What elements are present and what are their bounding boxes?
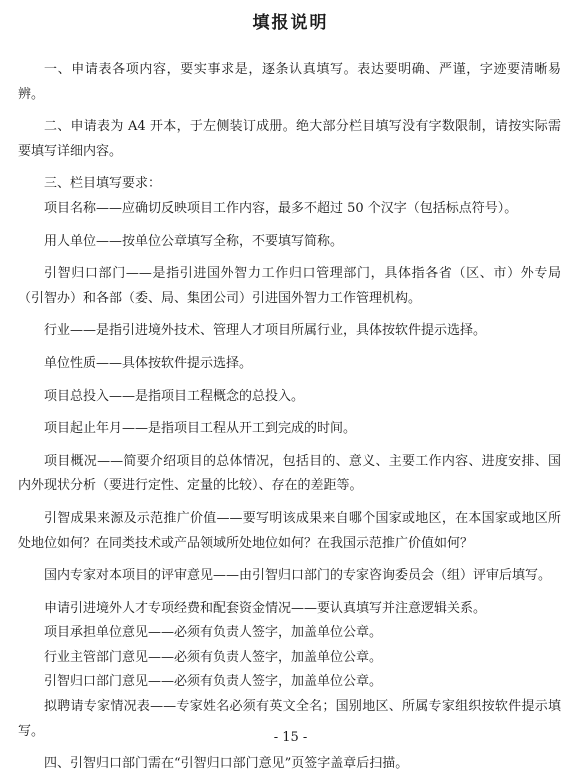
paragraph-total-investment: 项目总投入——是指项目工程概念的总投入。 [44, 388, 305, 404]
paragraph-format-requirements: 二、申请表为 A4 开本，于左侧装订成册。绝大部分栏目填写没有字数限制，请按实际需要填写详细内容。 [18, 119, 561, 159]
paragraph-funding: 申请引进境外人才专项经费和配套资金情况——要认真填写并注意逻辑关系。 [44, 600, 487, 616]
paragraph-project-period: 项目起止年月——是指项目工程从开工到完成的时间。 [44, 421, 357, 437]
paragraph-authority-department: 引智归口部门——是指引进国外智力工作归口管理部门，具体指各省（区、市）外专局（引智办）和各部（委、局、集团公司）引进国外智力工作管理机构。 [18, 266, 561, 306]
paragraph-field-requirements-heading: 三、栏目填写要求： [44, 176, 162, 192]
paragraph-expert-table: 拟聘请专家情况表——专家姓名必须有英文全名；国别地区、所属专家组织按软件提示填写。 [18, 699, 561, 739]
paragraph-project-name: 项目名称——应确切反映项目工作内容，最多不超过 50 个汉字（包括标点符号）。 [44, 200, 518, 216]
paragraph-scan-requirement: 四、引智归口部门需在“引智归口部门意见”页签字盖章后扫描。 [44, 756, 409, 772]
paragraph-authority-department-opinion: 引智归口部门意见——必须有负责人签字，加盖单位公章。 [44, 674, 383, 690]
instructions-body [18, 58, 561, 777]
page-number: - 15 - [273, 730, 308, 745]
paragraph-industry-department-opinion: 行业主管部门意见——必须有负责人签字，加盖单位公章。 [44, 649, 383, 665]
paragraph-unit-nature: 单位性质——具体按软件提示选择。 [44, 355, 253, 371]
paragraph-achievement-source: 引智成果来源及示范推广价值——要写明该成果来自哪个国家或地区，在本国家或地区所处地位如何？在同类技术或产品领域所处地位如何？在我国示范推广价值如何？ [18, 510, 561, 551]
page-title: 填报说明 [252, 13, 329, 33]
paragraph-undertaking-unit-opinion: 项目承担单位意见——必须有负责人签字，加盖单位公章。 [44, 625, 383, 641]
paragraph-expert-review: 国内专家对本项目的评审意见——由引智归口部门的专家咨询委员会（组）评审后填写。 [44, 568, 552, 584]
paragraph-employer: 用人单位——按单位公章填写全称，不要填写简称。 [44, 233, 344, 249]
paragraph-project-overview: 项目概况——简要介绍项目的总体情况，包括目的、意义、主要工作内容、进度安排、国内外现状分析（要进行定性、定量的比较）、存在的差距等。 [18, 453, 561, 494]
paragraph-industry: 行业——是指引进境外技术、管理人才项目所属行业，具体按软件提示选择。 [44, 323, 487, 339]
paragraph-general-requirements: 一、申请表各项内容，要实事求是，逐条认真填写。表达要明确、严谨，字迹要清晰易辨。 [18, 62, 561, 102]
